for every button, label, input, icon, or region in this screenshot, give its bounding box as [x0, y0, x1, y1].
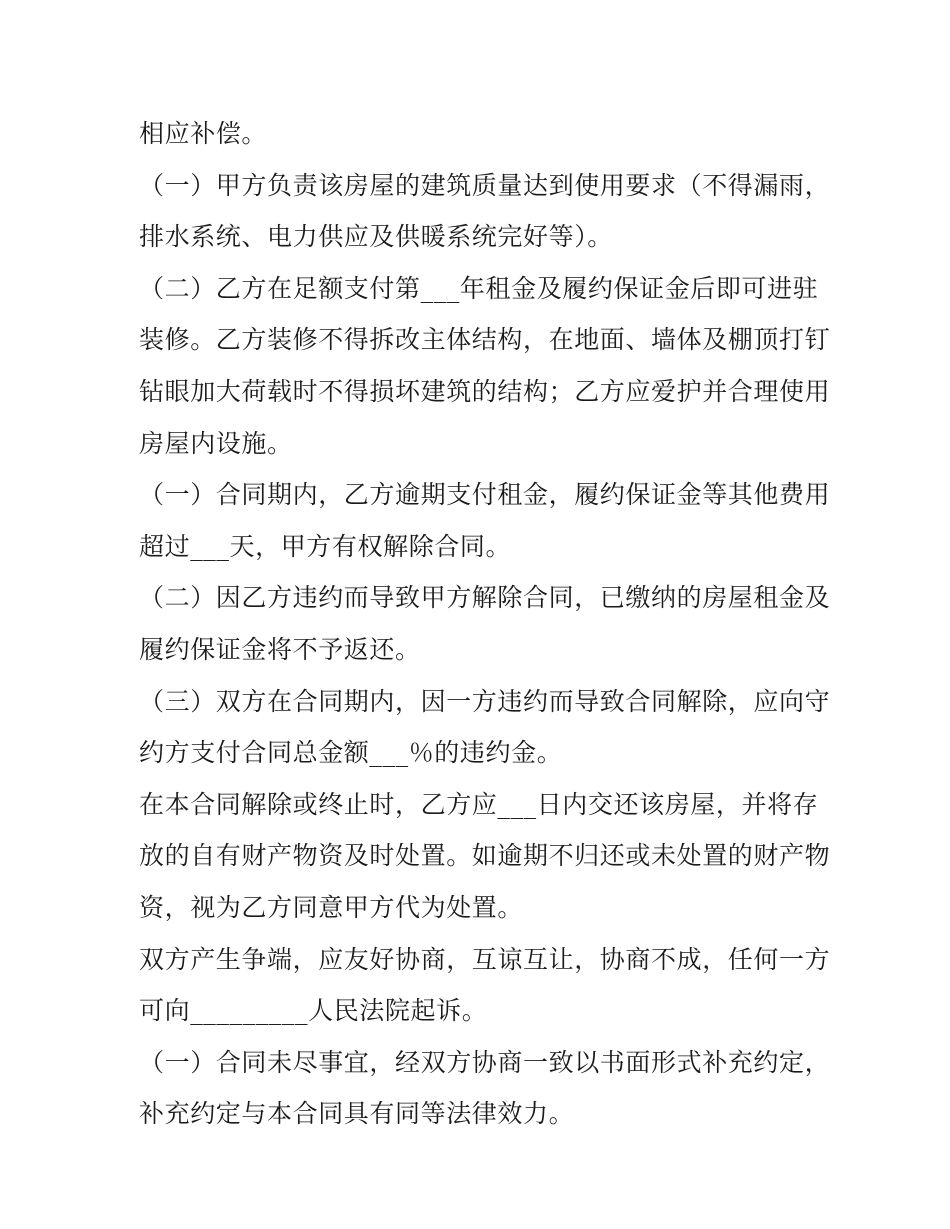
text-line: 装修。乙方装修不得拆改主体结构，在地面、墙体及棚顶打钉: [139, 325, 831, 355]
text-line: 房屋内设施。: [139, 428, 293, 458]
text-line: （二）乙方在足额支付第___年租金及履约保证金后即可进驻: [139, 273, 819, 303]
text-line: 超过___天，甲方有权解除合同。: [139, 531, 512, 561]
text-line: 可向_________人民法院起诉。: [139, 996, 488, 1026]
text-line: 资，视为乙方同意甲方代为处置。: [139, 892, 524, 922]
text-line: 履约保证金将不予返还。: [139, 634, 421, 664]
text-line: 钻眼加大荷载时不得损坏建筑的结构；乙方应爱护并合理使用: [139, 376, 831, 406]
text-line: （一）甲方负责该房屋的建筑质量达到使用要求（不得漏雨，: [139, 170, 831, 200]
text-line: 补充约定与本合同具有同等法律效力。: [139, 1099, 575, 1129]
text-line: 双方产生争端，应友好协商，互谅互让，协商不成，任何一方: [139, 944, 831, 974]
text-line: 在本合同解除或终止时，乙方应___日内交还该房屋，并将存: [139, 789, 819, 819]
text-line: 相应补偿。: [139, 119, 268, 148]
text-line: 约方支付合同总金额___％的违约金。: [139, 738, 563, 768]
text-line: 排水系统、电力供应及供暖系统完好等）。: [139, 222, 613, 252]
text-line: 放的自有财产物资及时处置。如逾期不归还或未处置的财产物: [139, 841, 831, 871]
text-line: （二）因乙方违约而导致甲方解除合同，已缴纳的房屋租金及: [139, 583, 831, 613]
document-body: [139, 108, 831, 1140]
text-line: （一）合同期内，乙方逾期支付租金，履约保证金等其他费用: [139, 480, 831, 510]
text-line: （一）合同未尽事宜，经双方协商一致以书面形式补充约定，: [139, 1047, 831, 1077]
text-line: （三）双方在合同期内，因一方违约而导致合同解除，应向守: [139, 686, 831, 716]
